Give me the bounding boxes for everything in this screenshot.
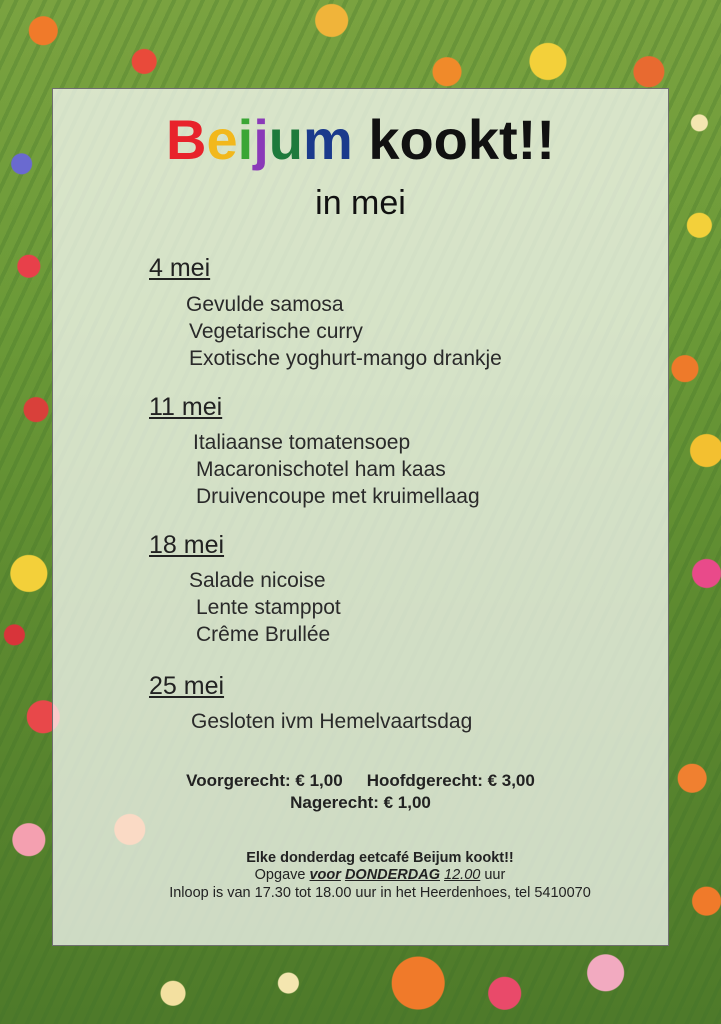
menu-dish: Druivencoupe met kruimellaag: [196, 485, 480, 508]
menu-date: 18 mei: [149, 531, 225, 559]
title-letter: i: [237, 108, 254, 171]
title-rest: kookt!!: [352, 108, 555, 171]
footer-line-1: Elke donderdag eetcafé Beijum kookt!!: [246, 850, 514, 866]
menu-dish: Macaronischotel ham kaas: [196, 458, 446, 481]
menu-dish: Italiaanse tomatensoep: [193, 431, 411, 454]
price-main: Hoofdgerecht: € 3,00: [366, 771, 535, 790]
menu-dish: Vegetarische curry: [189, 320, 363, 343]
menu-date: 11 mei: [149, 393, 223, 421]
menu-dish: Crême Brullée: [196, 623, 331, 646]
menu-dish: Gevulde samosa: [186, 293, 344, 316]
footer-info: [150, 850, 610, 902]
title-letter: B: [166, 108, 207, 171]
menu-date: 4 mei: [149, 254, 211, 282]
menu-date: 25 mei: [149, 672, 225, 700]
menu-dish: Lente stamppot: [196, 596, 341, 619]
poster-subtitle: in mei: [315, 184, 406, 222]
menu-dish: Gesloten ivm Hemelvaartsdag: [191, 710, 473, 733]
footer-line-2: Opgave voor DONDERDAG 12.00 uur: [254, 867, 506, 884]
title-letter: e: [206, 108, 238, 171]
title-letter: m: [302, 108, 353, 171]
price-dessert: Nagerecht: € 1,00: [290, 793, 431, 812]
price-starter: Voorgerecht: € 1,00: [186, 771, 343, 790]
menu-dish: Salade nicoise: [189, 569, 326, 592]
menu-dish: Exotische yoghurt-mango drankje: [189, 347, 502, 370]
title-letter: u: [268, 108, 303, 171]
prices-line-1: [0, 772, 721, 789]
title-letter: j: [253, 108, 269, 171]
footer-line-3: Inloop is van 17.30 tot 18.00 uur in het Heerdenhoes, tel 5410070: [169, 884, 591, 901]
prices-line-2: [0, 794, 721, 811]
poster-title: [0, 108, 721, 171]
